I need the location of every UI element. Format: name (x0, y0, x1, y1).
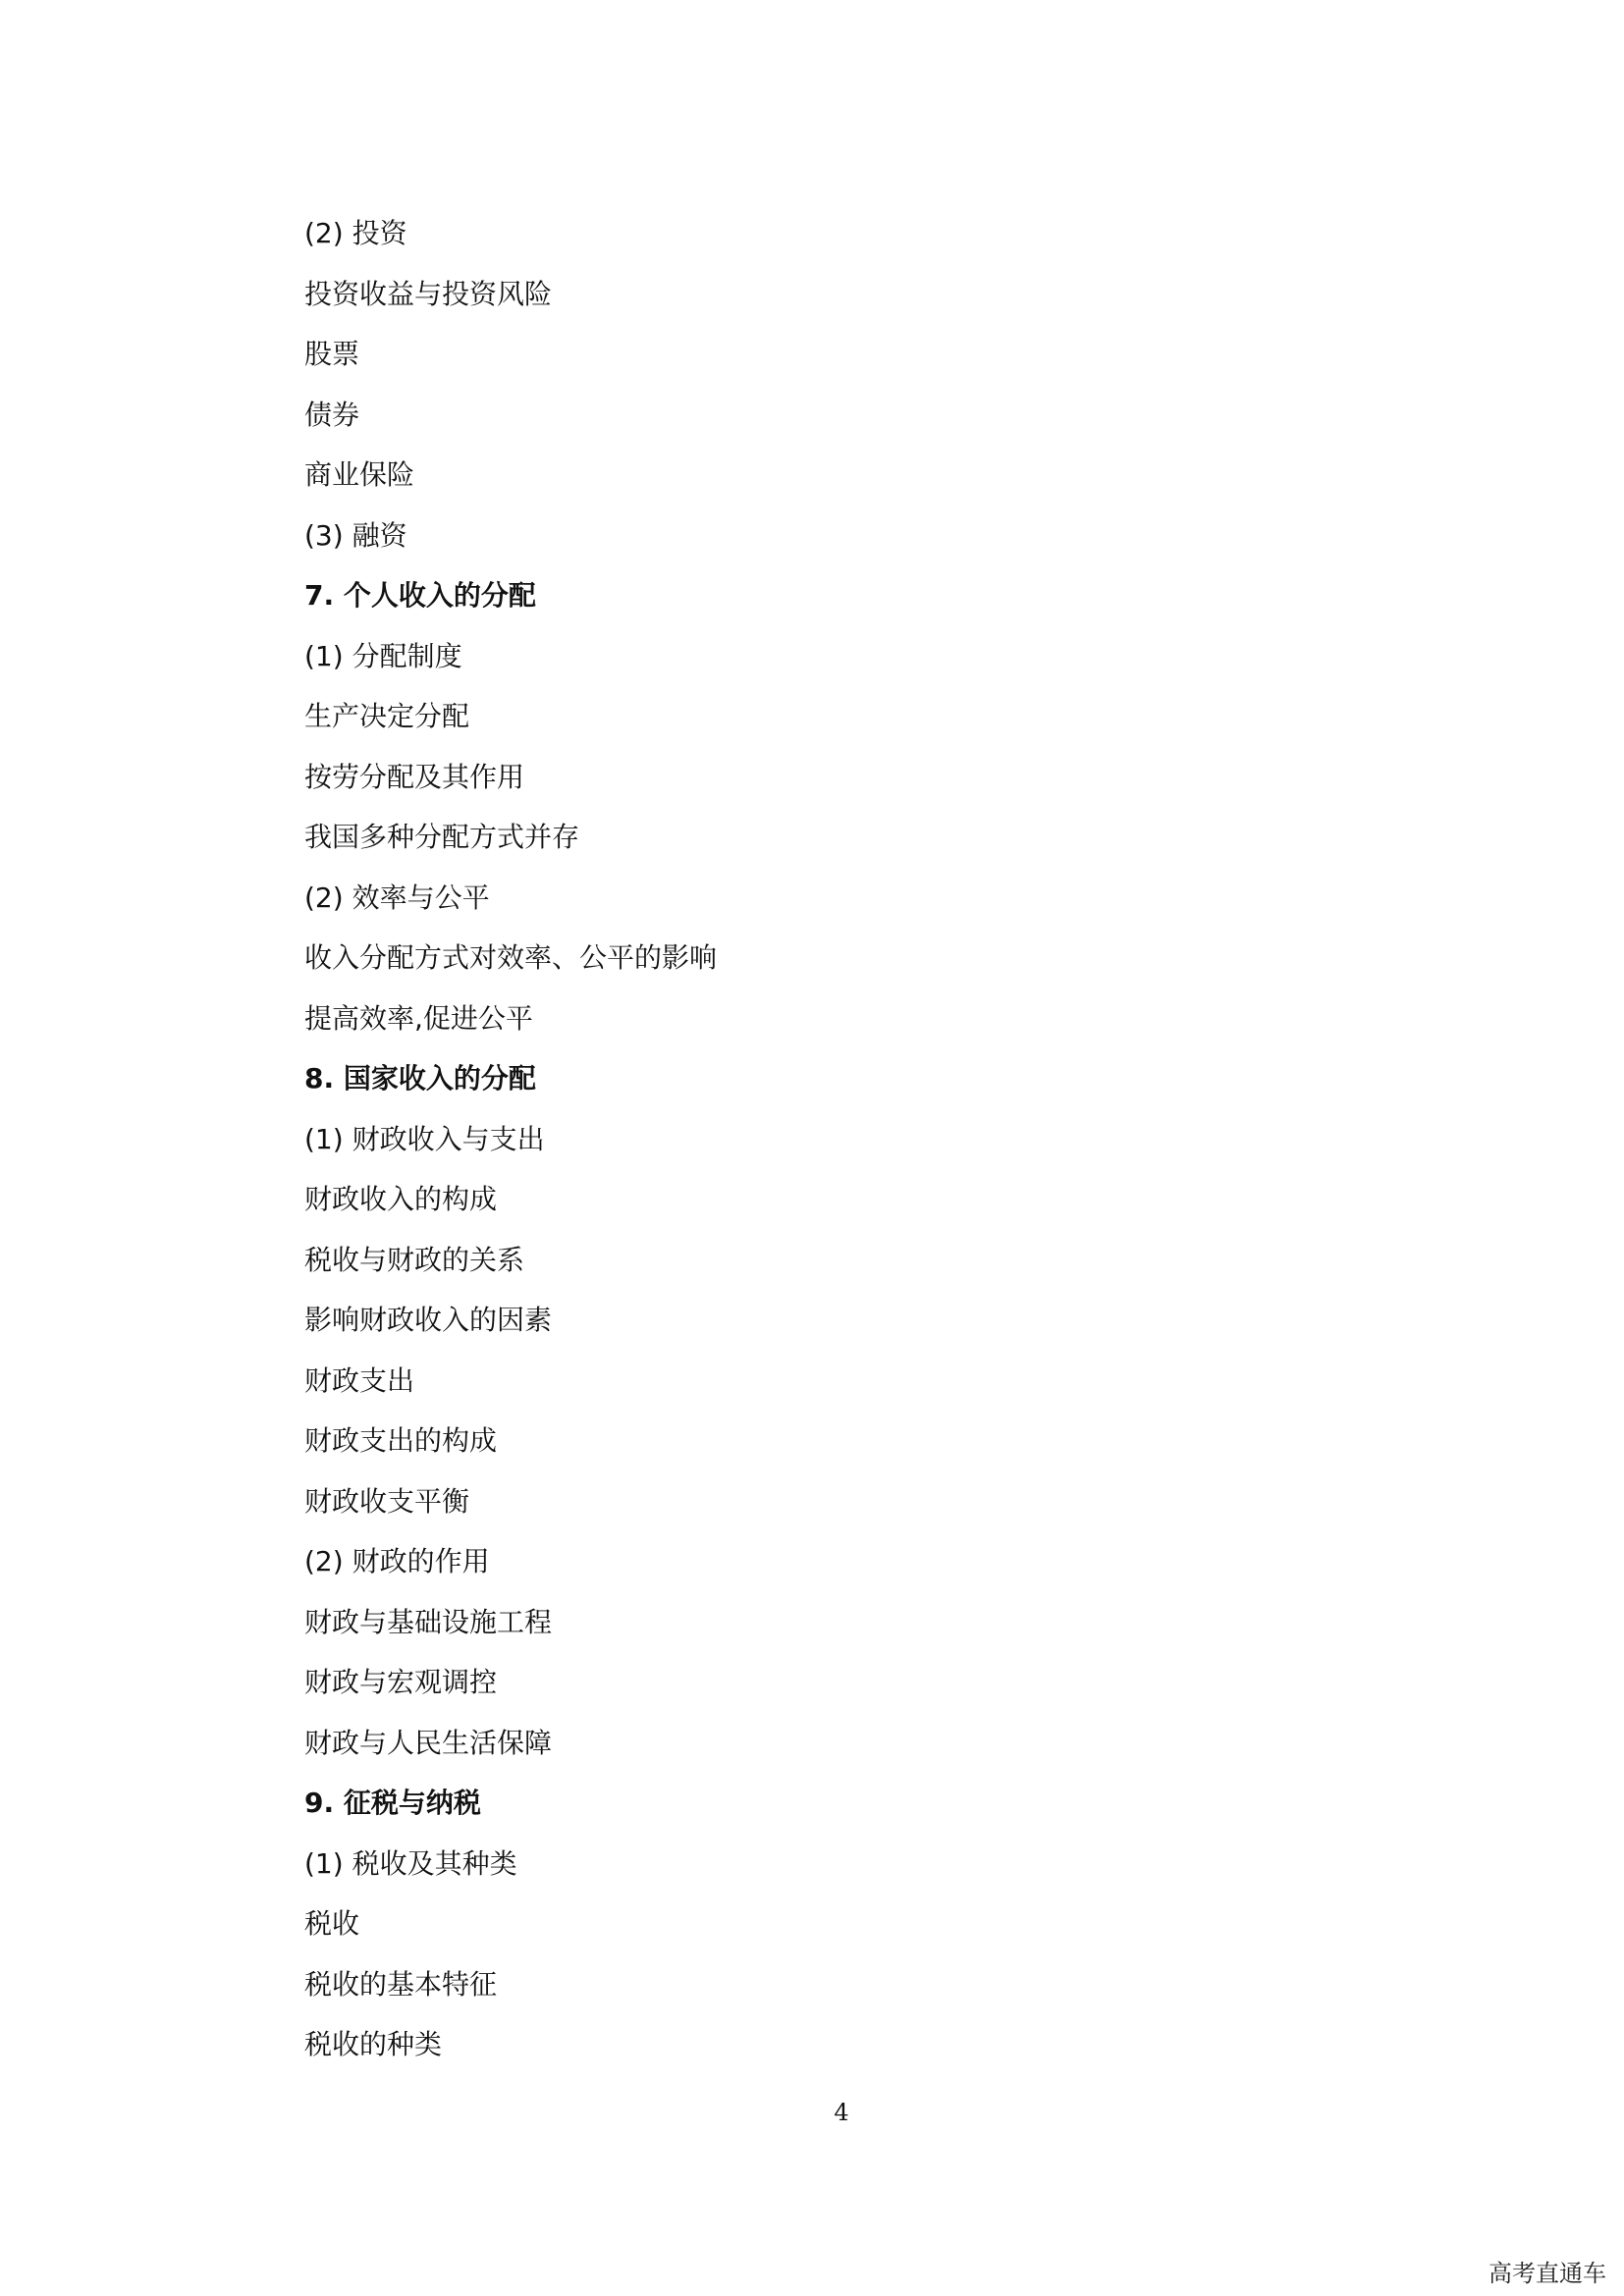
outline-item: 债券 (304, 398, 360, 431)
section-heading: 7. 个人收入的分配 (304, 579, 536, 612)
outline-item: 财政与人民生活保障 (304, 1726, 553, 1759)
outline-item: 税收与财政的关系 (304, 1243, 525, 1276)
outline-content (304, 212, 1384, 2084)
outline-item: 财政收入的构成 (304, 1183, 498, 1215)
outline-item: (2) 财政的作用 (304, 1545, 490, 1577)
outline-item: 税收的基本特征 (304, 1967, 498, 2001)
outline-item: 提高效率,促进公平 (304, 1001, 533, 1035)
outline-item: 商业保险 (304, 458, 415, 491)
outline-item: 股票 (304, 338, 360, 370)
section-heading: 8. 国家收入的分配 (304, 1062, 536, 1095)
outline-item: 税收的种类 (304, 2028, 443, 2060)
outline-item: 税收 (304, 1907, 360, 1940)
outline-item: 按劳分配及其作用 (304, 760, 525, 793)
outline-item: 财政支出 (304, 1363, 415, 1397)
outline-item: 财政收支平衡 (304, 1484, 470, 1518)
outline-item: (2) 投资 (304, 217, 407, 249)
outline-item: 财政支出的构成 (304, 1424, 498, 1457)
outline-item: (3) 融资 (304, 518, 407, 552)
outline-item: 财政与基础设施工程 (304, 1605, 553, 1638)
outline-item: (2) 效率与公平 (304, 881, 490, 914)
watermark-text: 高考直通车 (1489, 2260, 1606, 2287)
outline-item: 生产决定分配 (304, 700, 470, 732)
outline-item: 财政与宏观调控 (304, 1666, 498, 1698)
page-number: 4 (834, 2099, 849, 2126)
outline-item: 收入分配方式对效率、公平的影响 (304, 941, 718, 974)
outline-item: (1) 税收及其种类 (304, 1846, 517, 1880)
outline-item: 我国多种分配方式并存 (304, 821, 580, 853)
outline-item: 投资收益与投资风险 (304, 277, 553, 310)
outline-item: 影响财政收入的因素 (304, 1304, 553, 1336)
section-heading: 9. 征税与纳税 (304, 1787, 481, 1819)
outline-item: (1) 财政收入与支出 (304, 1122, 545, 1155)
outline-item: (1) 分配制度 (304, 639, 462, 672)
